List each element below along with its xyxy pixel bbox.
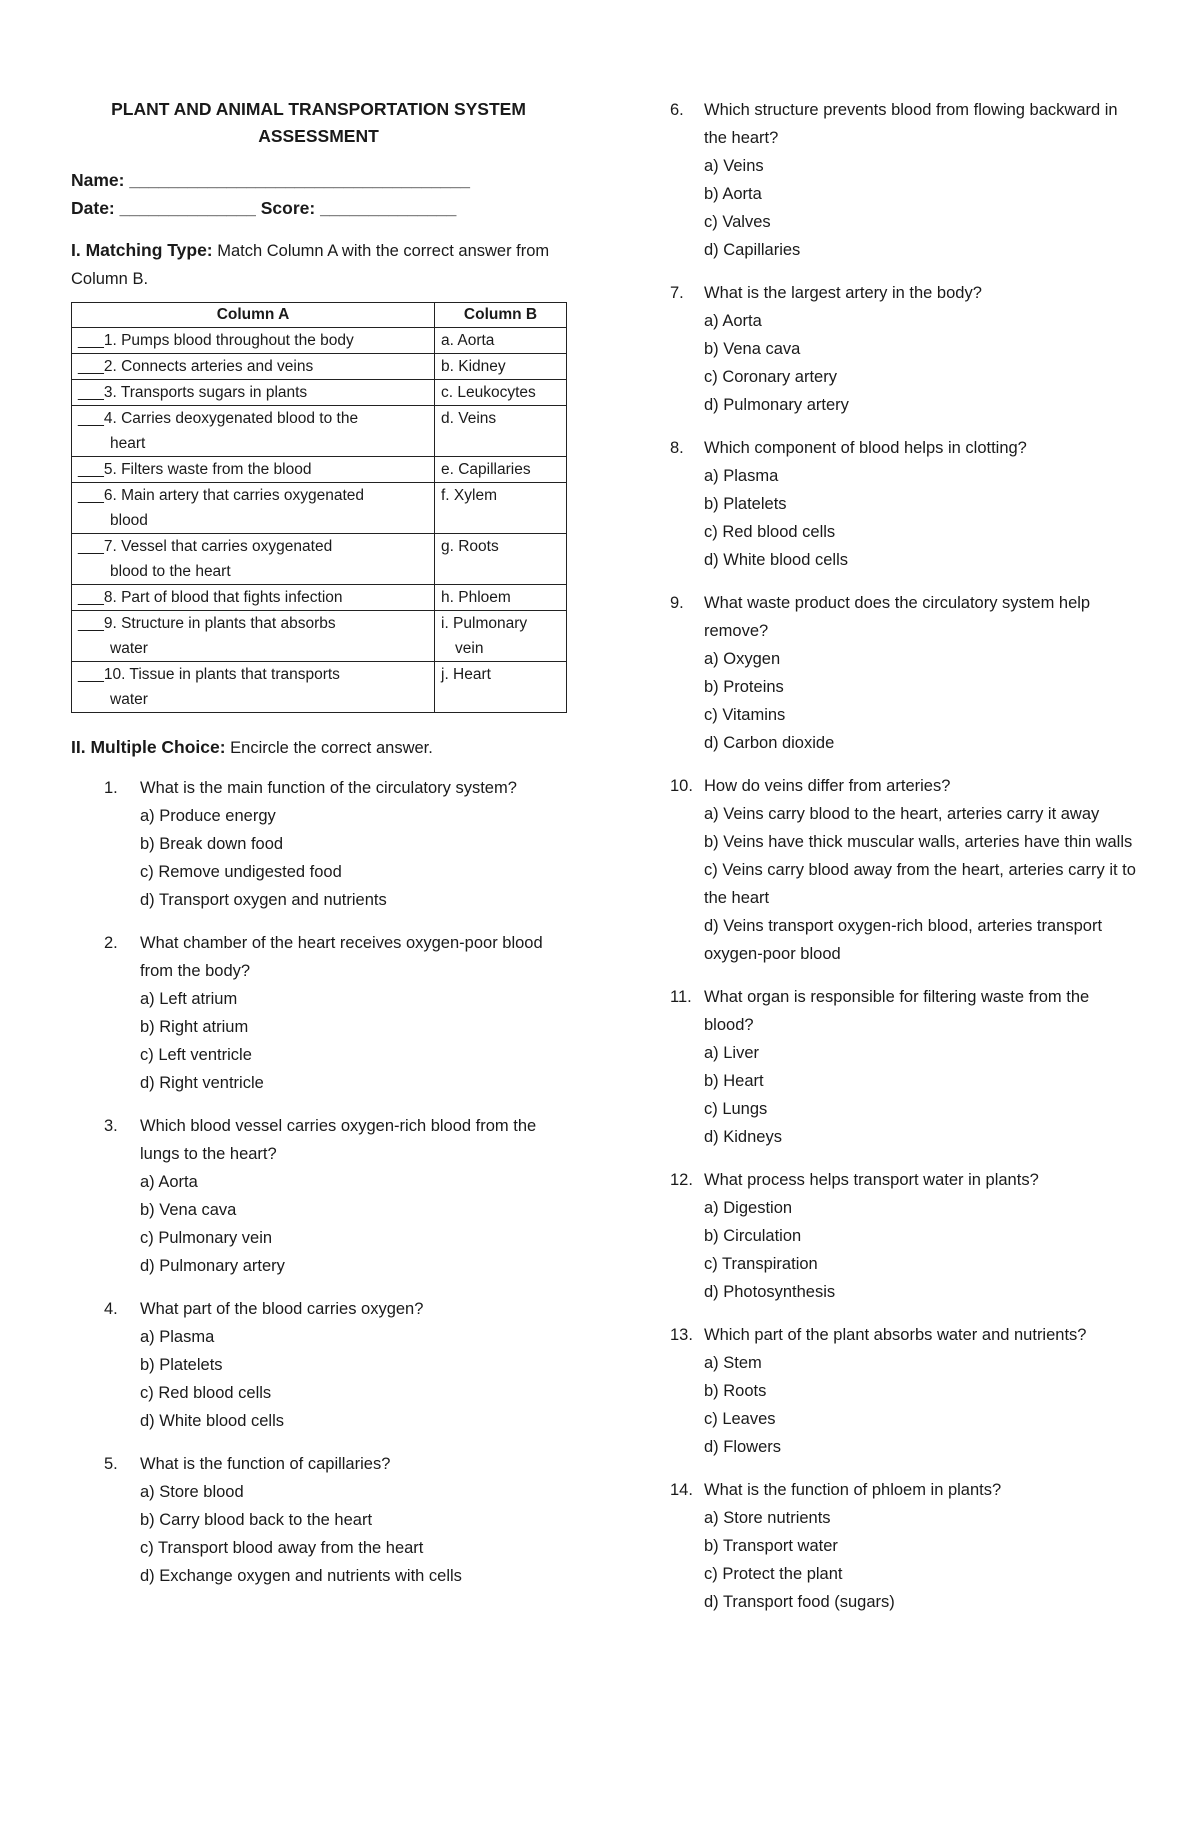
column-a-cell (72, 380, 435, 406)
question-body (704, 1476, 1140, 1616)
column-a-text: ___9. Structure in plants that absorbs (78, 615, 336, 632)
answer-choice[interactable]: c) Vitamins (704, 706, 786, 724)
answer-choice[interactable]: c) Left ventricle (140, 1046, 252, 1064)
answer-choice[interactable]: a) Aorta (704, 312, 762, 330)
question-item (670, 1476, 1140, 1616)
column-b-text-cont: vein (455, 640, 484, 657)
column-b-text: i. Pulmonary (441, 615, 528, 632)
column-b-cell (435, 380, 567, 406)
question-text: What is the function of capillaries? (140, 1455, 391, 1473)
column-a-text: ___10. Tissue in plants that transports (78, 666, 340, 683)
question-item (670, 589, 1140, 757)
question-body (140, 1450, 571, 1590)
question-item (670, 96, 1140, 264)
answer-choice[interactable]: c) Red blood cells (704, 523, 836, 541)
question-number: 5. (104, 1455, 118, 1473)
answer-choice[interactable]: d) Transport food (sugars) (704, 1593, 895, 1611)
column-b-text: f. Xylem (441, 487, 497, 504)
section2-instruction: Encircle the correct answer. (225, 739, 433, 757)
answer-choice[interactable]: d) Exchange oxygen and nutrients with cells (140, 1567, 462, 1585)
section2-heading (71, 733, 571, 762)
question-number: 3. (104, 1117, 118, 1135)
column-b-text: h. Phloem (441, 589, 511, 606)
answer-choice[interactable]: d) Right ventricle (140, 1074, 264, 1092)
question-text: What is the largest artery in the body? (704, 284, 982, 302)
column-b-cell (435, 457, 567, 483)
column-a-text: ___2. Connects arteries and veins (78, 358, 314, 375)
answer-choice[interactable]: b) Roots (704, 1382, 767, 1400)
answer-choice[interactable]: a) Oxygen (704, 650, 781, 668)
question-item (670, 434, 1140, 574)
answer-choice[interactable]: b) Platelets (140, 1356, 223, 1374)
questions-left (71, 774, 571, 1590)
answer-choice[interactable]: a) Digestion (704, 1199, 793, 1217)
column-a-text: ___3. Transports sugars in plants (78, 384, 308, 401)
column-a-text-cont: blood to the heart (110, 563, 231, 580)
column-a-header: Column A (72, 303, 435, 328)
column-b-text: j. Heart (441, 666, 491, 683)
question-item (670, 1166, 1140, 1306)
column-b-cell (435, 585, 567, 611)
answer-choice[interactable]: b) Heart (704, 1072, 764, 1090)
section1-heading (71, 236, 571, 293)
answer-choice[interactable]: c) Remove undigested food (140, 863, 342, 881)
answer-choice[interactable]: d) White blood cells (140, 1412, 284, 1430)
matching-row (72, 483, 567, 534)
question-number: 13. (670, 1326, 693, 1344)
question-text: How do veins differ from arteries? (704, 777, 951, 795)
question-item (670, 1321, 1140, 1461)
question-text: What part of the blood carries oxygen? (140, 1300, 424, 1318)
column-b-text: a. Aorta (441, 332, 495, 349)
column-b-text: e. Capillaries (441, 461, 531, 478)
column-a-cell (72, 354, 435, 380)
question-body (704, 279, 1140, 419)
question-text: Which structure prevents blood from flowing backward in the heart? (704, 101, 1118, 147)
answer-choice[interactable]: b) Break down food (140, 835, 284, 853)
question-body (140, 1112, 571, 1280)
answer-choice[interactable]: b) Platelets (704, 495, 787, 513)
question-body (704, 983, 1140, 1151)
column-b-cell (435, 328, 567, 354)
column-a-text: ___6. Main artery that carries oxygenated (78, 487, 365, 504)
answer-choice[interactable]: a) Plasma (140, 1328, 215, 1346)
question-item (104, 1112, 571, 1280)
right-column (670, 96, 1140, 1631)
answer-choice[interactable]: b) Vena cava (140, 1201, 237, 1219)
answer-choice[interactable]: d) Flowers (704, 1438, 782, 1456)
questions-right (670, 96, 1140, 1616)
question-text: What chamber of the heart receives oxygen-poor blood from the body? (140, 934, 543, 980)
question-body (704, 589, 1140, 757)
question-item (104, 1295, 571, 1435)
question-text: What waste product does the circulatory system help remove? (704, 594, 1091, 640)
section1-instruction: Match Column A with the correct answer from Column B. (71, 242, 550, 288)
question-text: Which part of the plant absorbs water and nutrients? (704, 1326, 1087, 1344)
question-body (704, 434, 1140, 574)
answer-choice[interactable]: d) Kidneys (704, 1128, 782, 1146)
question-item (104, 929, 571, 1097)
question-body (140, 774, 571, 914)
title-line-2: ASSESSMENT (258, 126, 379, 146)
answer-choice[interactable]: d) White blood cells (704, 551, 848, 569)
question-number: 10. (670, 777, 693, 795)
answer-choice[interactable]: c) Transpiration (704, 1255, 818, 1273)
column-b-cell (435, 662, 567, 713)
section1-title: I. Matching Type: (71, 240, 213, 260)
column-a-cell (72, 662, 435, 713)
matching-row (72, 585, 567, 611)
date-score-field: Date: ______________ Score: ______________ (71, 198, 457, 218)
name-field: Name: ___________________________________ (71, 170, 470, 190)
column-a-cell (72, 328, 435, 354)
left-column (71, 96, 571, 1605)
matching-row (72, 354, 567, 380)
column-a-cell (72, 457, 435, 483)
answer-choice[interactable]: c) Red blood cells (140, 1384, 272, 1402)
answer-choice[interactable]: a) Veins (704, 157, 764, 175)
column-a-text: ___4. Carries deoxygenated blood to the (78, 410, 359, 427)
question-text: What is the main function of the circulatory system? (140, 779, 517, 797)
answer-choice[interactable]: d) Capillaries (704, 241, 801, 259)
student-fields (71, 166, 571, 222)
column-a-text-cont: water (110, 640, 148, 657)
column-a-cell (72, 406, 435, 457)
answer-choice[interactable]: c) Leaves (704, 1410, 776, 1428)
answer-choice[interactable]: d) Transport oxygen and nutrients (140, 891, 387, 909)
column-b-text: g. Roots (441, 538, 499, 555)
question-body (704, 1321, 1140, 1461)
answer-choice[interactable]: d) Veins transport oxygen-rich blood, arteries transport oxygen-poor blood (704, 917, 1103, 963)
column-a-cell (72, 611, 435, 662)
matching-row (72, 457, 567, 483)
answer-choice[interactable]: d) Photosynthesis (704, 1283, 836, 1301)
answer-choice[interactable]: b) Transport water (704, 1537, 838, 1555)
question-item (670, 772, 1140, 968)
question-item (104, 1450, 571, 1590)
answer-choice[interactable]: a) Produce energy (140, 807, 276, 825)
column-a-text: ___8. Part of blood that fights infection (78, 589, 343, 606)
column-b-text: d. Veins (441, 410, 497, 427)
column-a-text: ___7. Vessel that carries oxygenated (78, 538, 333, 555)
answer-choice[interactable]: c) Lungs (704, 1100, 768, 1118)
answer-choice[interactable]: a) Aorta (140, 1173, 198, 1191)
answer-choice[interactable]: a) Plasma (704, 467, 779, 485)
column-b-cell (435, 406, 567, 457)
question-body (704, 1166, 1140, 1306)
column-a-cell (72, 585, 435, 611)
answer-choice[interactable]: a) Store nutrients (704, 1509, 831, 1527)
column-a-text-cont: water (110, 691, 148, 708)
question-number: 6. (670, 101, 684, 119)
answer-choice[interactable]: c) Pulmonary vein (140, 1229, 273, 1247)
answer-choice[interactable]: c) Coronary artery (704, 368, 837, 386)
question-number: 7. (670, 284, 684, 302)
question-text: Which blood vessel carries oxygen-rich blood from the lungs to the heart? (140, 1117, 537, 1163)
question-body (140, 929, 571, 1097)
matching-row (72, 328, 567, 354)
answer-choice[interactable]: d) Pulmonary artery (704, 396, 849, 414)
answer-choice[interactable]: b) Aorta (704, 185, 762, 203)
question-number: 8. (670, 439, 684, 457)
answer-choice[interactable]: b) Circulation (704, 1227, 802, 1245)
answer-choice[interactable]: b) Veins have thick muscular walls, arteries have thin walls (704, 833, 1133, 851)
answer-choice[interactable]: c) Veins carry blood away from the heart, arteries carry it to the heart (704, 861, 1136, 907)
column-b-cell (435, 611, 567, 662)
question-body (704, 96, 1140, 264)
title-line-1: PLANT AND ANIMAL TRANSPORTATION SYSTEM (111, 99, 526, 119)
column-b-text: c. Leukocytes (441, 384, 536, 401)
question-text: What process helps transport water in plants? (704, 1171, 1039, 1189)
column-a-text-cont: heart (110, 435, 146, 452)
column-b-cell (435, 354, 567, 380)
page-title (71, 96, 566, 150)
question-item (670, 983, 1140, 1151)
column-b-cell (435, 534, 567, 585)
column-a-text-cont: blood (110, 512, 148, 529)
answer-choice[interactable]: d) Pulmonary artery (140, 1257, 285, 1275)
column-a-text: ___1. Pumps blood throughout the body (78, 332, 354, 349)
question-number: 9. (670, 594, 684, 612)
column-b-cell (435, 483, 567, 534)
question-text: Which component of blood helps in clotting? (704, 439, 1027, 457)
matching-row (72, 611, 567, 662)
column-a-cell (72, 534, 435, 585)
question-text: What is the function of phloem in plants? (704, 1481, 1002, 1499)
question-number: 11. (670, 988, 692, 1006)
column-a-text: ___5. Filters waste from the blood (78, 461, 312, 478)
answer-choice[interactable]: a) Store blood (140, 1483, 244, 1501)
matching-table-header (72, 303, 567, 328)
question-number: 2. (104, 934, 118, 952)
answer-choice[interactable]: d) Carbon dioxide (704, 734, 835, 752)
section2-title: II. Multiple Choice: (71, 737, 226, 757)
question-item (104, 774, 571, 914)
matching-row (72, 380, 567, 406)
matching-row (72, 406, 567, 457)
answer-choice[interactable]: a) Left atrium (140, 990, 238, 1008)
matching-row (72, 662, 567, 713)
answer-choice[interactable]: c) Transport blood away from the heart (140, 1539, 424, 1557)
column-b-text: b. Kidney (441, 358, 506, 375)
question-item (670, 279, 1140, 419)
column-a-cell (72, 483, 435, 534)
answer-choice[interactable]: b) Proteins (704, 678, 784, 696)
question-body (704, 772, 1140, 968)
answer-choice[interactable]: a) Veins carry blood to the heart, arteries carry it away (704, 805, 1100, 823)
question-body (140, 1295, 571, 1435)
answer-choice[interactable]: a) Liver (704, 1044, 760, 1062)
answer-choice[interactable]: b) Carry blood back to the heart (140, 1511, 373, 1529)
column-b-header: Column B (435, 303, 567, 328)
question-text: What organ is responsible for filtering waste from the blood? (704, 988, 1090, 1034)
matching-table (71, 302, 567, 713)
question-number: 1. (104, 779, 118, 797)
question-number: 12. (670, 1171, 693, 1189)
answer-choice[interactable]: b) Vena cava (704, 340, 801, 358)
matching-row (72, 534, 567, 585)
answer-choice[interactable]: c) Valves (704, 213, 771, 231)
question-number: 14. (670, 1481, 693, 1499)
answer-choice[interactable]: a) Stem (704, 1354, 762, 1372)
question-number: 4. (104, 1300, 118, 1318)
answer-choice[interactable]: b) Right atrium (140, 1018, 249, 1036)
answer-choice[interactable]: c) Protect the plant (704, 1565, 843, 1583)
